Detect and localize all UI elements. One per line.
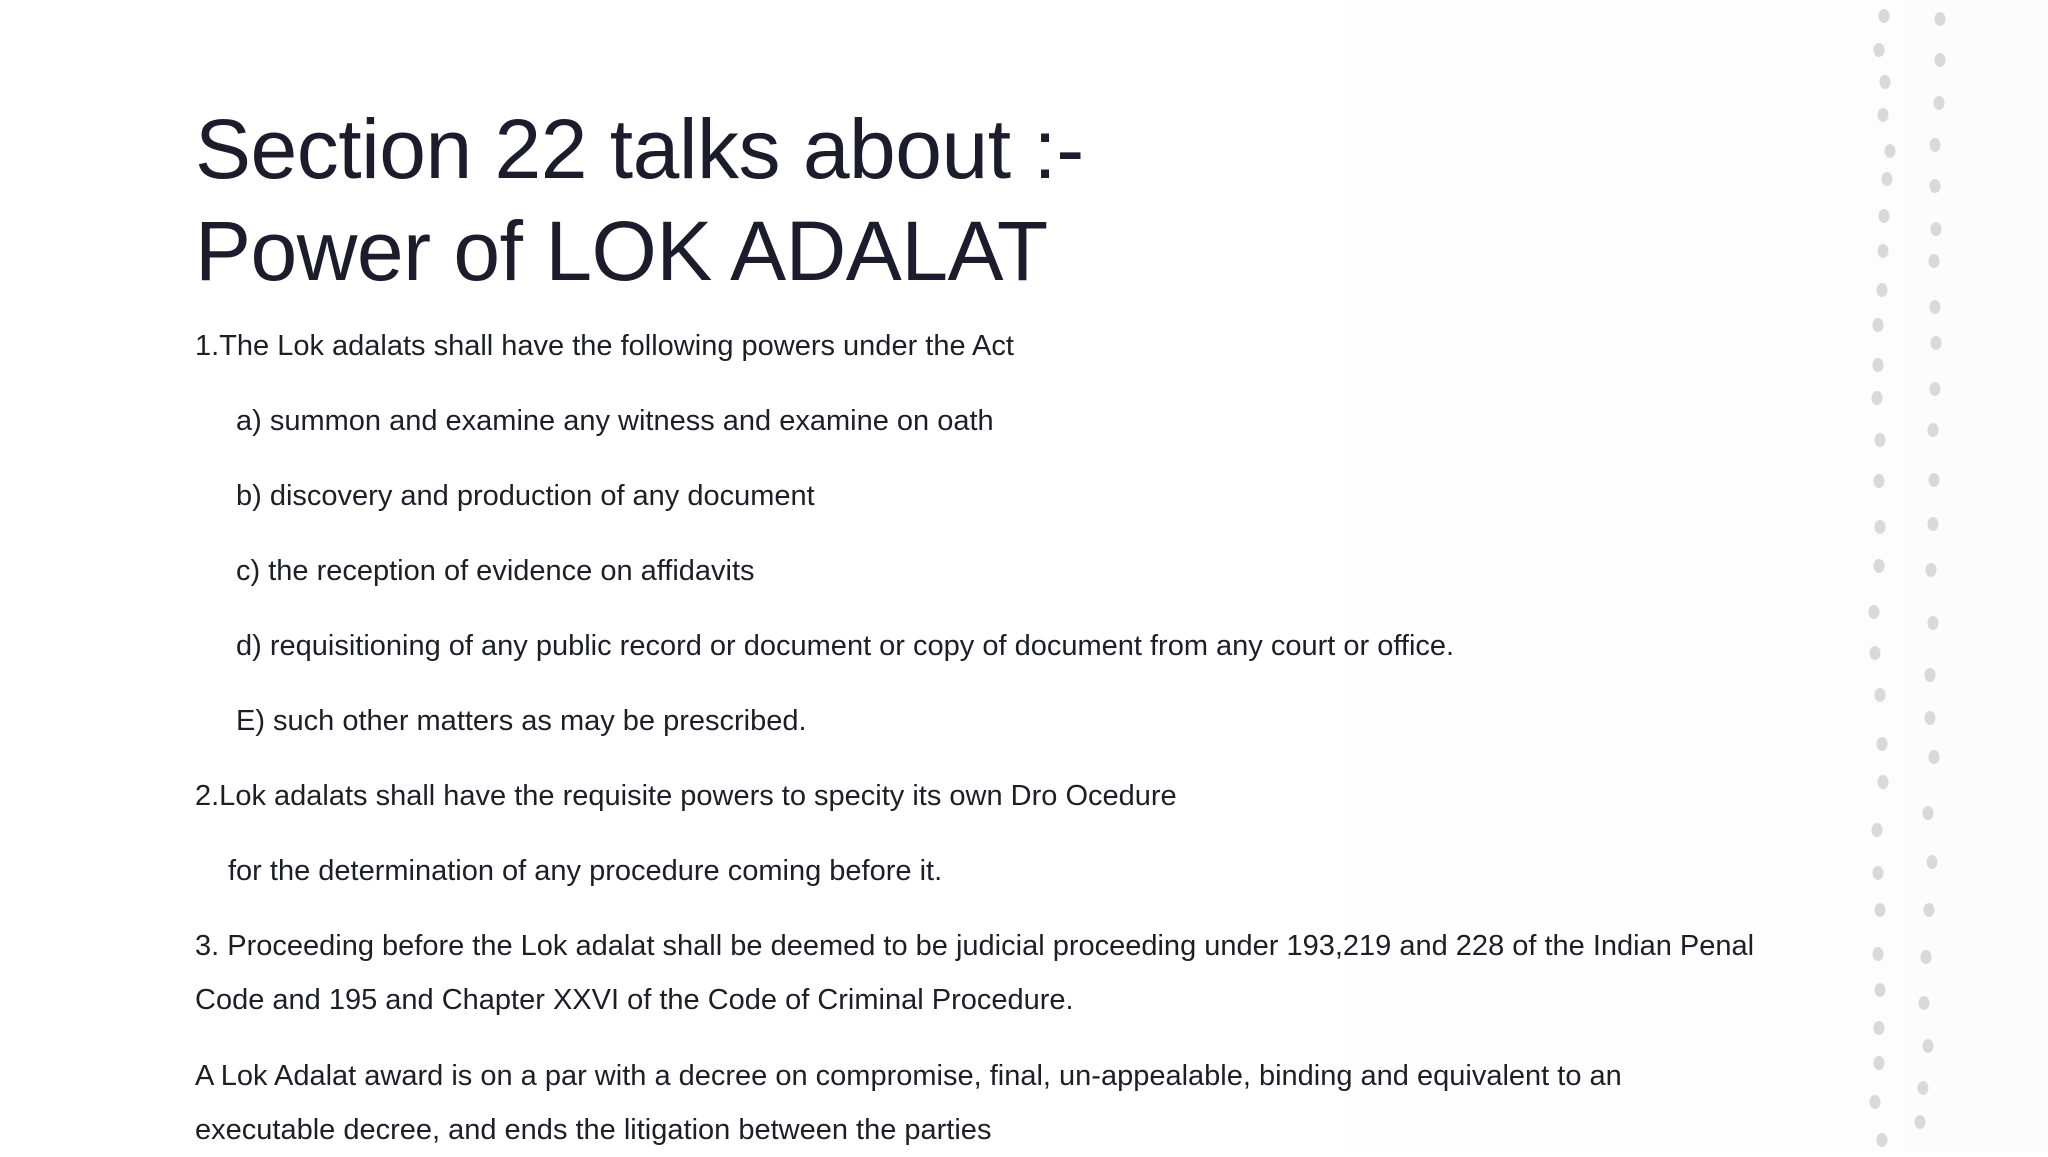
point-2-continued: for the determination of any procedure coming before it. <box>228 855 943 887</box>
point-1b: b) discovery and production of any document <box>236 480 815 512</box>
slide-title <box>195 98 1595 302</box>
point-2: 2.Lok adalats shall have the requisite powers to specity its own Dro Ocedure <box>195 780 1177 812</box>
title-line-1: Section 22 talks about :- <box>195 102 1084 196</box>
dotted-decoration <box>1860 0 1980 1152</box>
award-note: A Lok Adalat award is on a par with a decree on compromise, final, un-appealable, binding and equivalent to an executable decree, and ends the litigation between the parties <box>195 1060 1622 1146</box>
point-1-intro: 1.The Lok adalats shall have the following powers under the Act <box>195 330 1014 362</box>
point-1c: c) the reception of evidence on affidavits <box>236 555 755 587</box>
left-dot-column <box>1869 9 1896 1147</box>
point-3: 3. Proceeding before the Lok adalat shall be deemed to be judicial proceeding under 193,219 and 228 of the Indian Penal Code and 195 and Chapter XXVI of the Code of Criminal Procedure. <box>195 930 1755 1016</box>
point-1a: a) summon and examine any witness and examine on oath <box>236 405 994 437</box>
right-dot-column <box>1915 12 1946 1129</box>
title-line-2: Power of LOK ADALAT <box>195 204 1048 298</box>
point-1e: E) such other matters as may be prescribed. <box>236 705 807 737</box>
point-1d: d) requisitioning of any public record or document or copy of document from any court or office. <box>236 630 1455 662</box>
